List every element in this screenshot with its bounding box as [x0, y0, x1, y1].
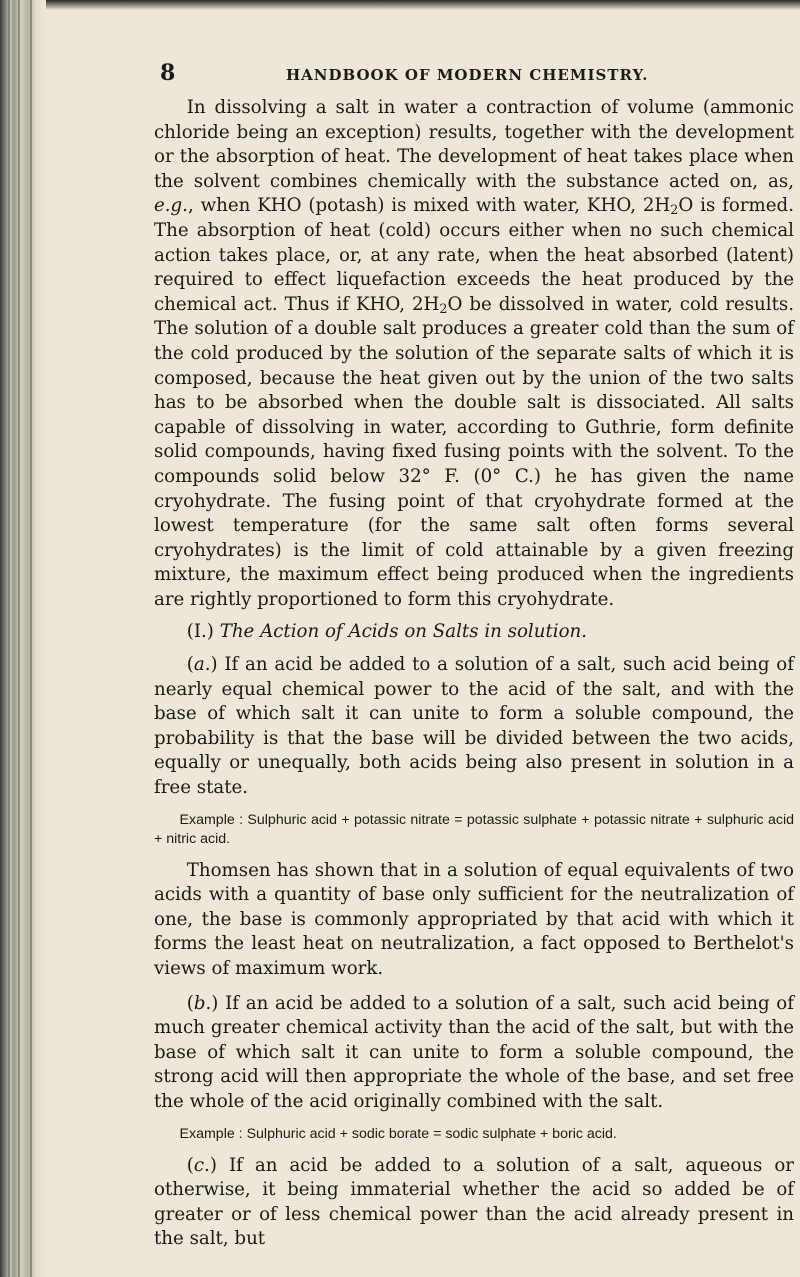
running-title: HANDBOOK OF MODERN CHEMISTRY.: [286, 66, 649, 84]
binding-line: [30, 0, 32, 1277]
text-italic: e.g.: [154, 195, 188, 217]
label-paren: .): [204, 654, 218, 676]
page-content: [154, 96, 794, 1252]
paragraph-a: [154, 653, 794, 801]
label-paren: .): [204, 1154, 217, 1176]
label-letter: b: [193, 992, 206, 1014]
binding-line: [8, 0, 10, 1277]
text-span: , when KHO (potash) is mixed with water, KHO, 2H: [187, 195, 671, 217]
binding-line: [18, 0, 20, 1277]
page-top-edge: [46, 0, 800, 10]
label-letter: c: [193, 1154, 205, 1176]
paragraph-thomsen: Thomsen has shown that in a solution of equal equivalents of two acids with a quantity of base only sufficient for the neutralization of one, the base is commonly appropriated by that acid with which it forms the least heat on neutralization, a fact opposed to Berthelot's views of maximum work.: [154, 859, 794, 979]
subscript: 2: [670, 203, 679, 219]
label-paren: (: [186, 1154, 194, 1176]
label-paren: (: [186, 654, 194, 676]
example-2: Example : Sulphuric acid + sodic borate = sodic sulphate + boric acid.: [179, 1125, 617, 1142]
text-span: In dissolving a salt in water a contraction of volume (ammonic chloride being an exception) results, together with the development or the absorption of heat. The development of heat takes place when the solvent combines chemically with the substance acted on, as,: [154, 97, 794, 192]
label-paren: (: [186, 992, 194, 1014]
text-span: If an acid be added to a solution of a salt, such acid being of much greater chemical activity than the acid of the salt, but with the base of which salt it can unite to form a soluble compound, the strong acid will then appropriate the whole of the base, and set free the whole of the acid originally combined with the salt.: [154, 992, 794, 1112]
page-number: 8: [160, 60, 176, 86]
running-head: [46, 56, 800, 86]
book-binding-edge: [0, 0, 46, 1277]
text-span: O be dissolved in water, cold results. The solution of a double salt produces a greater cold than the sum of the cold produced by the solution of the separate salts of which it is composed, because the heat given out by the union of the two salts has to be absorbed when the double salt is dissociated. All salts capable of dissolving in water, according to Guthrie, form definite solid compounds, having fixed fusing points with the solvent. To the compounds solid below 32° F. (0° C.) he has given the name cryohydrate. The fusing point of that cryohydrate formed at the lowest temperature (for the same salt often forms several cryohydrates) is the limit of cold attainable by a given freezing mixture, the maximum effect being produced when the ingredients are rightly proportioned to form this cryohydrate.: [154, 293, 794, 610]
section-heading: [154, 620, 794, 645]
label-paren: .): [205, 992, 219, 1014]
section-number: (I.): [186, 621, 220, 643]
text-span: If an acid be added to a solution of a salt, such acid being of nearly equal chemical power to the acid of the salt, and with the base of which salt it can unite to form a soluble compound, the probability is that the base will be divided between the two acids, equally or unequally, both acids being also present in solution in a free state.: [154, 654, 794, 799]
subscript: 2: [439, 301, 448, 317]
paragraph-c: [154, 1154, 794, 1252]
paragraph-b: [154, 992, 794, 1115]
text-span: O is formed. The absorption of heat (cold) occurs either when no such chemical action takes place, or, at any rate, when the heat absorbed (latent) required to effect liquefaction exceeds the heat produced by the chemical act. Thus if KHO, 2H: [154, 195, 794, 315]
label-letter: a: [193, 654, 205, 676]
book-page: [46, 0, 800, 1277]
section-title: The Action of Acids on Salts in solution.: [219, 621, 588, 643]
paragraph-dissolving: [154, 96, 794, 612]
text-span: If an acid be added to a solution of a salt, aqueous or otherwise, it being immaterial whether the acid so added be of greater or of less chemical power than the acid already present in the salt, but: [154, 1154, 794, 1250]
example-1: Example : Sulphuric acid + potassic nitrate = potassic sulphate + potassic nitrate + sulphuric acid + nitric acid.: [154, 811, 794, 847]
